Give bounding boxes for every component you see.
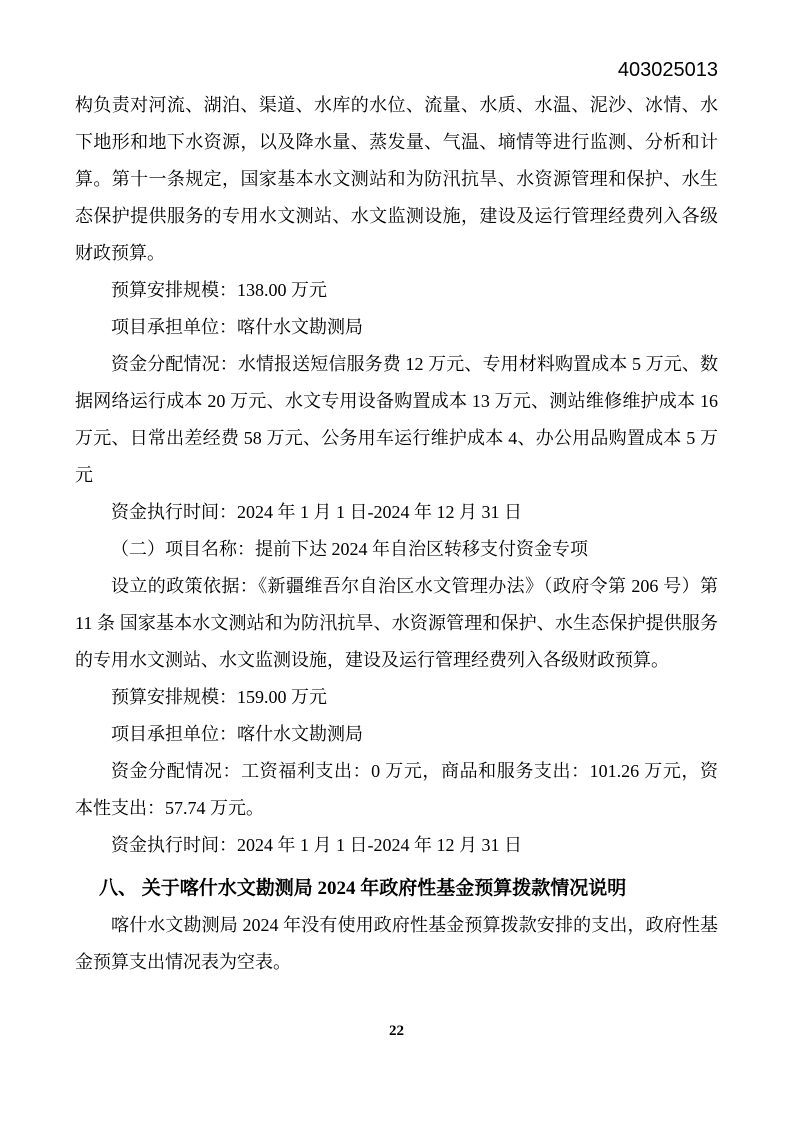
document-number: 403025013 <box>617 59 718 81</box>
project1-undertaking-unit: 项目承担单位：喀什水文勘测局 <box>111 317 363 337</box>
project2-name: （二）项目名称：提前下达 2024 年自治区转移支付资金专项 <box>111 539 588 559</box>
page-number: 22 <box>389 1023 404 1039</box>
project1-budget-scale: 预算安排规模：138.00 万元 <box>111 280 327 300</box>
project2-execution-time: 资金执行时间：2024 年 1 月 1 日-2024 年 12 月 31 日 <box>111 835 522 855</box>
project2-budget-scale: 预算安排规模：159.00 万元 <box>111 687 327 707</box>
section8-heading: 八、 关于喀什水文勘测局 2024 年政府性基金预算拨款情况说明 <box>99 878 627 899</box>
project1-fund-allocation: 资金分配情况：水情报送短信服务费 12 万元、专用材料购置成本 5 万元、数据网络运行成本 20 万元、水文专用设备购置成本 13 万元、测站维修维护成本 16 万元、日常出差经费 58 万元、公务用车运行维护成本 4、办公用品购置成本 5 万元 <box>75 354 718 485</box>
continuation-paragraph: 构负责对河流、湖泊、渠道、水库的水位、流量、水质、水温、泥沙、冰情、水下地形和地下水资源，以及降水量、蒸发量、气温、墒情等进行监测、分析和计算。第十一条规定，国家基本水文测站和为防汛抗旱、水资源管理和保护、水生态保护提供服务的专用水文测站、水文监测设施，建设及运行管理经费列入各级财政预算。 <box>75 95 718 263</box>
project2-fund-allocation: 资金分配情况：工资福利支出：0 万元，商品和服务支出：101.26 万元，资本性支出：57.74 万元。 <box>75 761 718 818</box>
project2-undertaking-unit: 项目承担单位：喀什水文勘测局 <box>111 724 363 744</box>
section8-paragraph: 喀什水文勘测局 2024 年没有使用政府性基金预算拨款安排的支出，政府性基金预算支出情况表为空表。 <box>75 915 718 972</box>
project1-execution-time: 资金执行时间：2024 年 1 月 1 日-2024 年 12 月 31 日 <box>111 502 522 522</box>
project2-policy-basis: 设立的政策依据：《新疆维吾尔自治区水文管理办法》（政府令第 206 号）第 11 条 国家基本水文测站和为防汛抗旱、水资源管理和保护、水生态保护提供服务的专用水文测站、水文监测设施，建设及运行管理经费列入各级财政预算。 <box>75 576 718 670</box>
document-body <box>75 87 718 981</box>
